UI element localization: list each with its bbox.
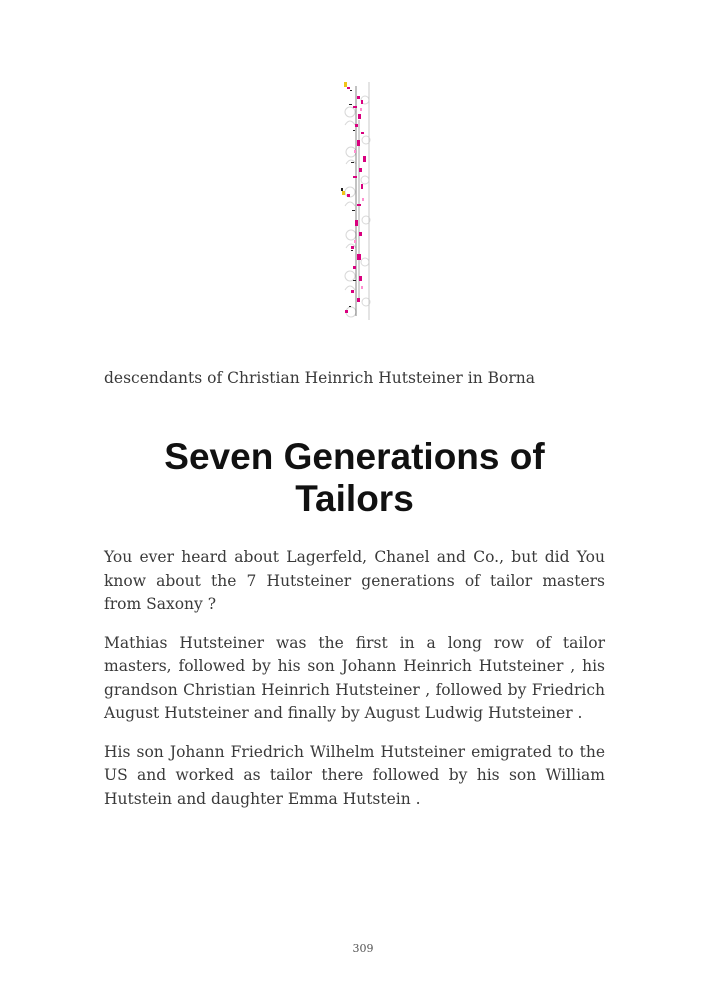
page-title: Seven Generations of Tailors xyxy=(164,436,545,519)
body-text xyxy=(104,546,605,826)
paragraph-1: You ever heard about Lagerfeld, Chanel and Co., but did You know about the 7 Hutsteiner generations of tailor masters from Saxony ? xyxy=(104,548,605,613)
family-tree-figure-icon xyxy=(339,80,371,322)
page-number: 309 xyxy=(352,942,374,955)
paragraph-3: His son Johann Friedrich Wilhelm Hutsteiner emigrated to the US and worked as tailor there followed by his son William Hutstein and daughter Emma Hutstein . xyxy=(104,742,605,808)
figure-caption: descendants of Christian Heinrich Hutsteiner in Borna xyxy=(104,369,535,387)
paragraph-2: Mathias Hutsteiner was the first in a long row of tailor masters, followed by his son Johann Heinrich Hutsteiner , his grandson Christian Heinrich Hutsteiner , followed by Friedrich August Hutsteiner and finally by August Ludwig Hutsteiner . xyxy=(104,633,605,722)
